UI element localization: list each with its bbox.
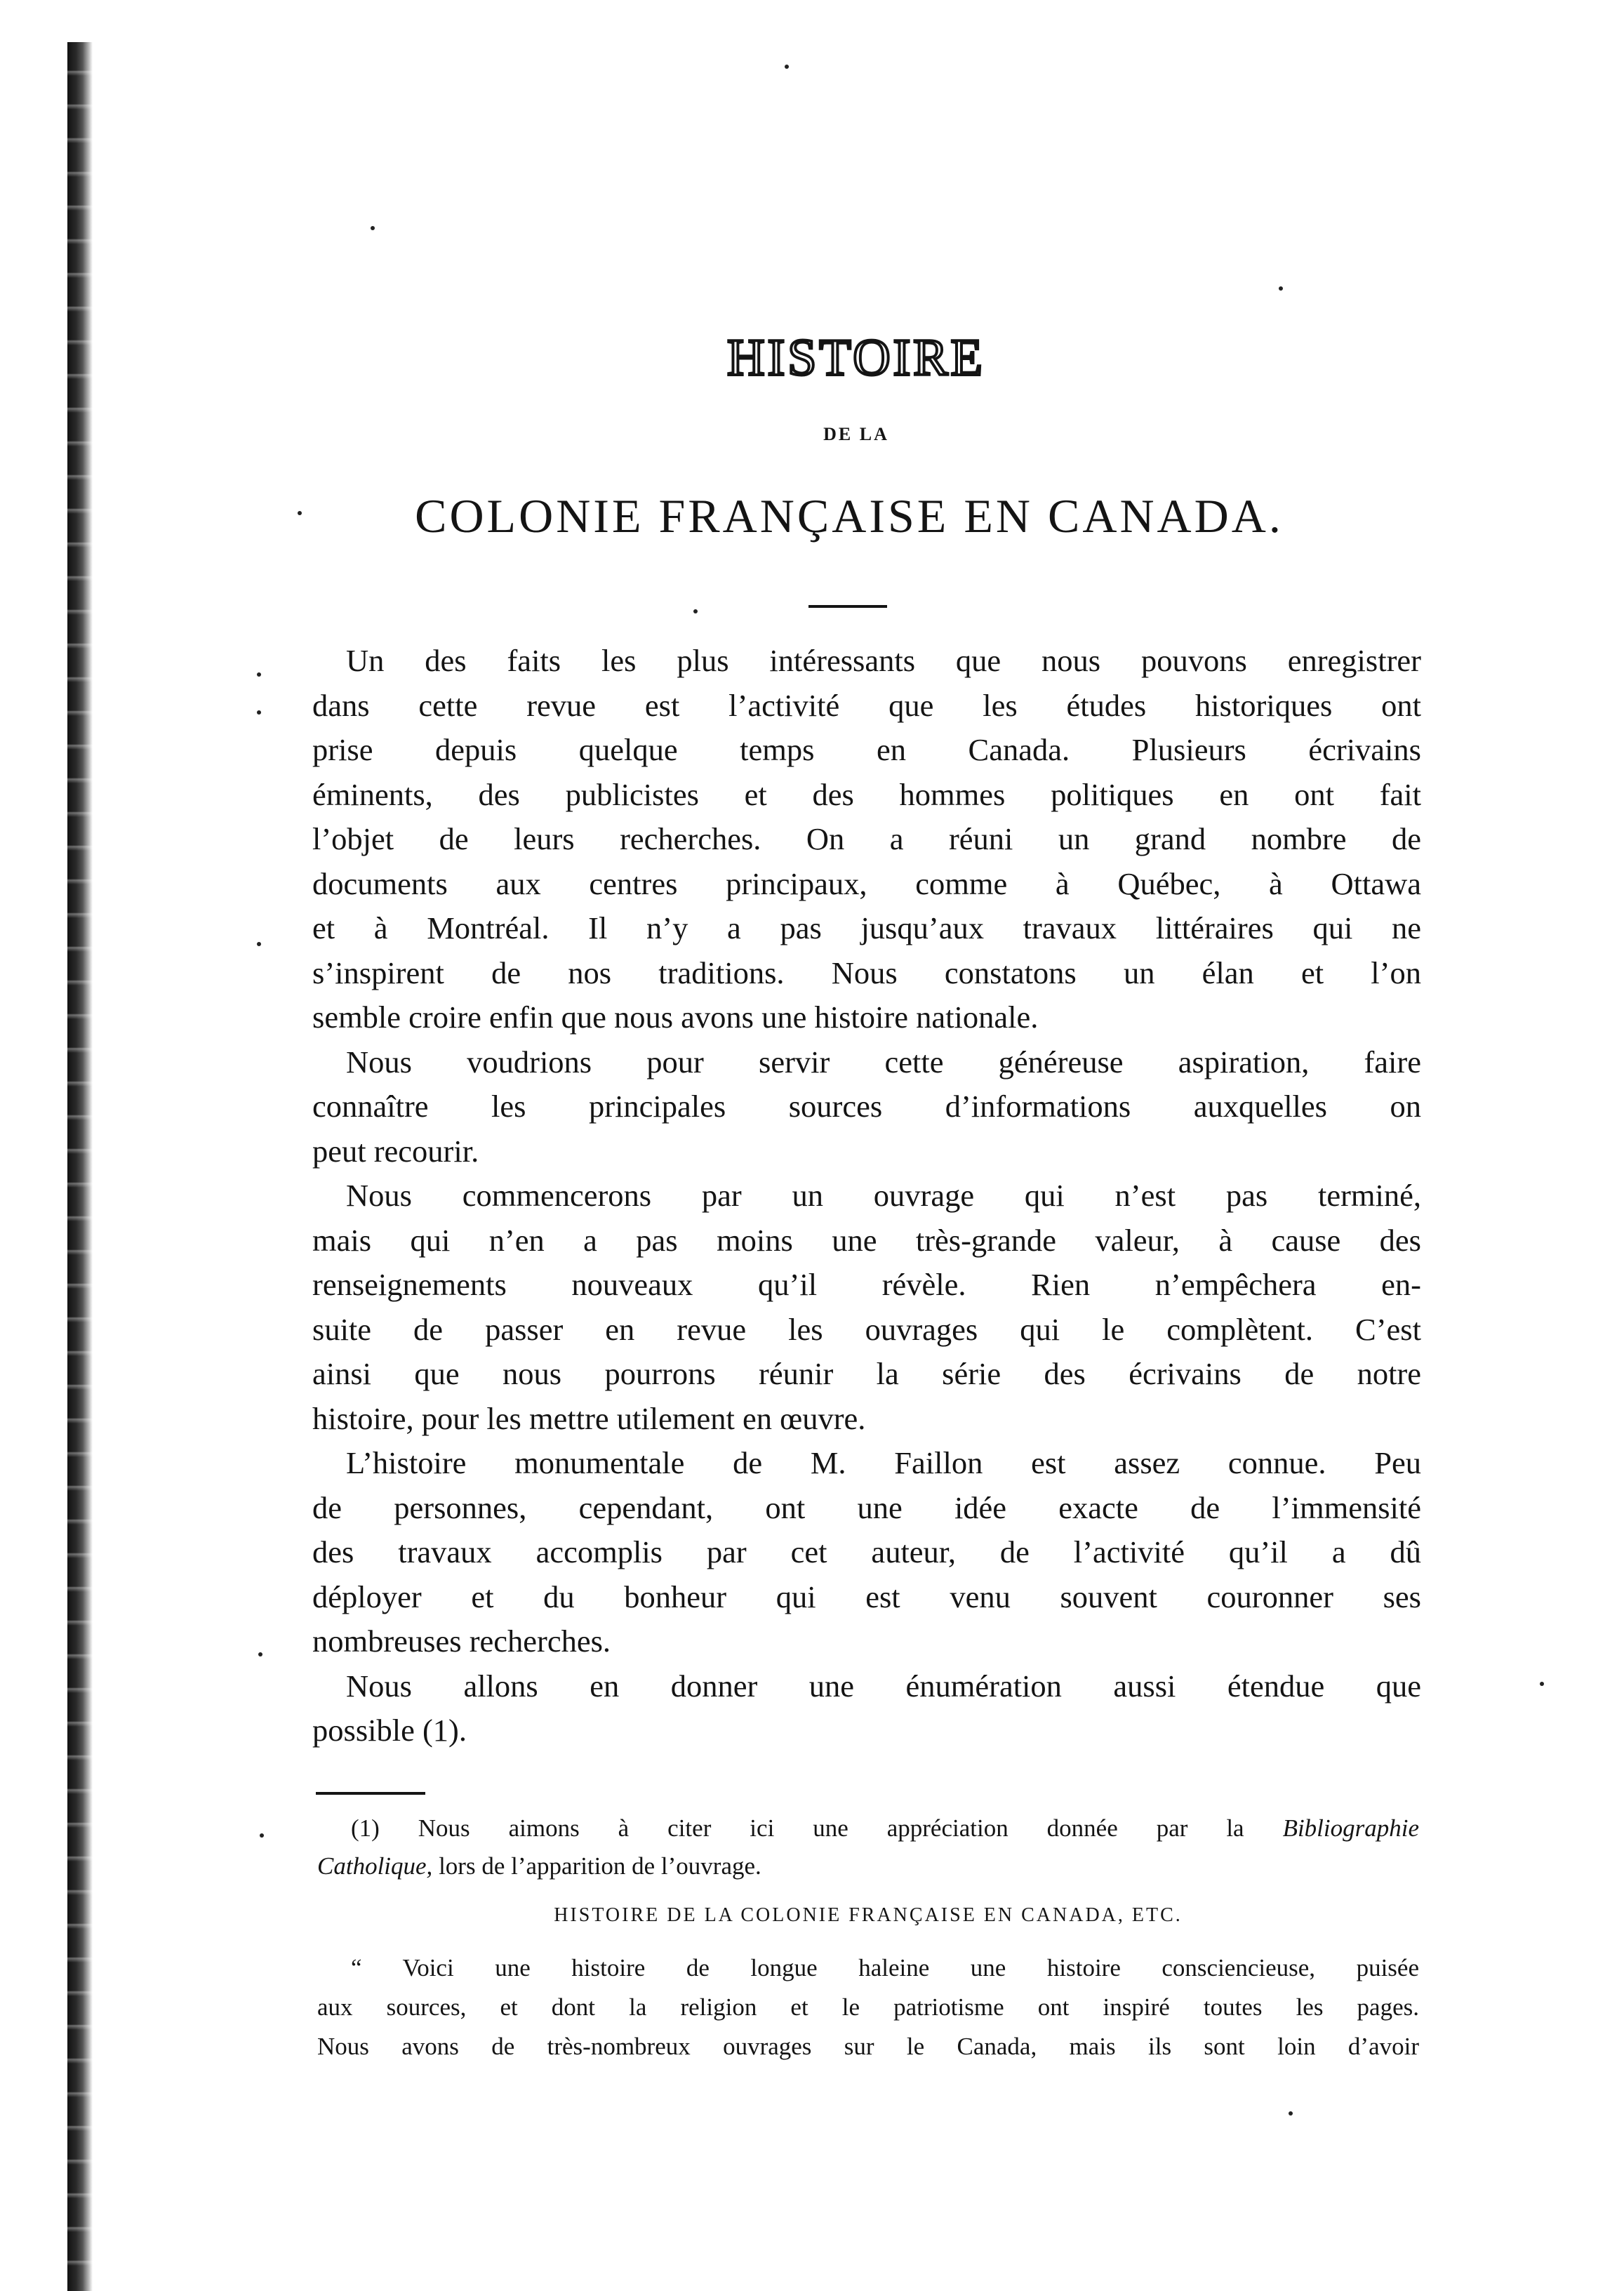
- footnote-line: [317, 1809, 1419, 1847]
- text-line: L’histoire monumentale de M. Faillon est assez connue. Peu: [346, 1445, 1421, 1480]
- ink-speck: [260, 1833, 264, 1838]
- paragraph: [312, 1040, 1421, 1174]
- text-line: histoire, pour les mettre utilement en œuvre.: [312, 1400, 866, 1436]
- quote-line: Nous avons de très-nombreux ouvrages sur le Canada, mais ils sont loin d’avoir: [317, 2033, 1419, 2060]
- quote-line: “ Voici une histoire de longue haleine une histoire consciencieuse, puisée: [351, 1954, 1419, 1981]
- ink-speck: [1289, 2111, 1293, 2116]
- text-line: de personnes, cependant, ont une idée exacte de l’immensité: [312, 1489, 1421, 1525]
- subtitle-large: COLONIE FRANÇAISE EN CANADA.: [415, 489, 1284, 543]
- text-line: Nous voudrions pour servir cette généreuse aspiration, faire: [346, 1044, 1421, 1080]
- text-line: et à Montréal. Il n’y a pas jusqu’aux travaux littéraires qui ne: [312, 910, 1421, 945]
- title-divider: [808, 605, 887, 608]
- paragraph: [312, 1174, 1421, 1441]
- quote-block: [317, 1948, 1419, 2066]
- quote-line: aux sources, et dont la religion et le patriotisme ont inspiré toutes les pages.: [317, 1993, 1419, 2021]
- footnote-text: lors de l’apparition de l’ouvrage.: [432, 1852, 761, 1880]
- paragraph: [312, 639, 1421, 1040]
- footnote: [317, 1809, 1419, 1885]
- quote-heading: HISTOIRE DE LA COLONIE FRANÇAISE EN CANADA, ETC.: [554, 1904, 1183, 1926]
- text-line: éminents, des publicistes et des hommes politiques en ont fait: [312, 776, 1421, 812]
- text-line: l’objet de leurs recherches. On a réuni un grand nombre de: [312, 821, 1421, 856]
- text-line: possible (1).: [312, 1713, 467, 1748]
- paragraph: [312, 1441, 1421, 1664]
- text-line: suite de passer en revue les ouvrages qui le complètent. C’est: [312, 1311, 1421, 1347]
- text-line: s’inspirent de nos traditions. Nous constatons un élan et l’on: [312, 955, 1421, 990]
- ink-speck: [257, 710, 261, 715]
- footnote-text: (1) Nous aimons à citer ici une appréciation donnée par la: [351, 1814, 1283, 1842]
- text-line: des travaux accomplis par cet auteur, de l’activité qu’il a dû: [312, 1534, 1421, 1569]
- footnote-divider: [316, 1792, 425, 1795]
- ink-speck: [257, 942, 261, 946]
- text-line: Nous allons en donner une énumération aussi étendue que: [346, 1668, 1421, 1704]
- text-line: semble croire enfin que nous avons une histoire nationale.: [312, 1000, 1039, 1035]
- text-line: prise depuis quelque temps en Canada. Plusieurs écrivains: [312, 732, 1421, 767]
- page-title: HISTOIRE: [727, 329, 985, 387]
- text-line: connaître les principales sources d’informations auxquelles on: [312, 1089, 1421, 1124]
- text-line: dans cette revue est l’activité que les études historiques ont: [312, 687, 1421, 723]
- text-line: déployer et du bonheur qui est venu souvent couronner ses: [312, 1579, 1421, 1614]
- footnote-italic-text: Bibliographie: [1282, 1814, 1419, 1842]
- footnote-italic-text: Catholique,: [317, 1852, 433, 1880]
- footnote-line: [317, 1847, 1419, 1885]
- text-line: renseignements nouveaux qu’il révèle. Rien n’empêchera en-: [312, 1267, 1421, 1302]
- ink-speck: [371, 226, 375, 230]
- text-line: Nous commencerons par un ouvrage qui n’est pas terminé,: [346, 1178, 1421, 1213]
- text-line: ainsi que nous pourrons réunir la série des écrivains de notre: [312, 1356, 1421, 1391]
- paragraph: [312, 1664, 1421, 1753]
- ink-speck: [298, 511, 302, 515]
- page-binding-edge: [67, 42, 93, 2291]
- text-line: mais qui n’en a pas moins une très-grande valeur, à cause des: [312, 1222, 1421, 1258]
- text-line: peut recourir.: [312, 1133, 479, 1169]
- subtitle-small: DE LA: [823, 424, 889, 444]
- text-line: Un des faits les plus intéressants que nous pouvons enregistrer: [346, 643, 1421, 678]
- ink-speck: [1540, 1682, 1544, 1686]
- ink-speck: [257, 672, 261, 677]
- ink-speck: [1279, 286, 1283, 291]
- ink-speck: [258, 1652, 262, 1656]
- body-text: [312, 639, 1421, 1753]
- text-line: documents aux centres principaux, comme à Québec, à Ottawa: [312, 865, 1421, 901]
- text-line: nombreuses recherches.: [312, 1623, 611, 1659]
- ink-speck: [785, 65, 789, 69]
- ink-speck: [693, 609, 698, 613]
